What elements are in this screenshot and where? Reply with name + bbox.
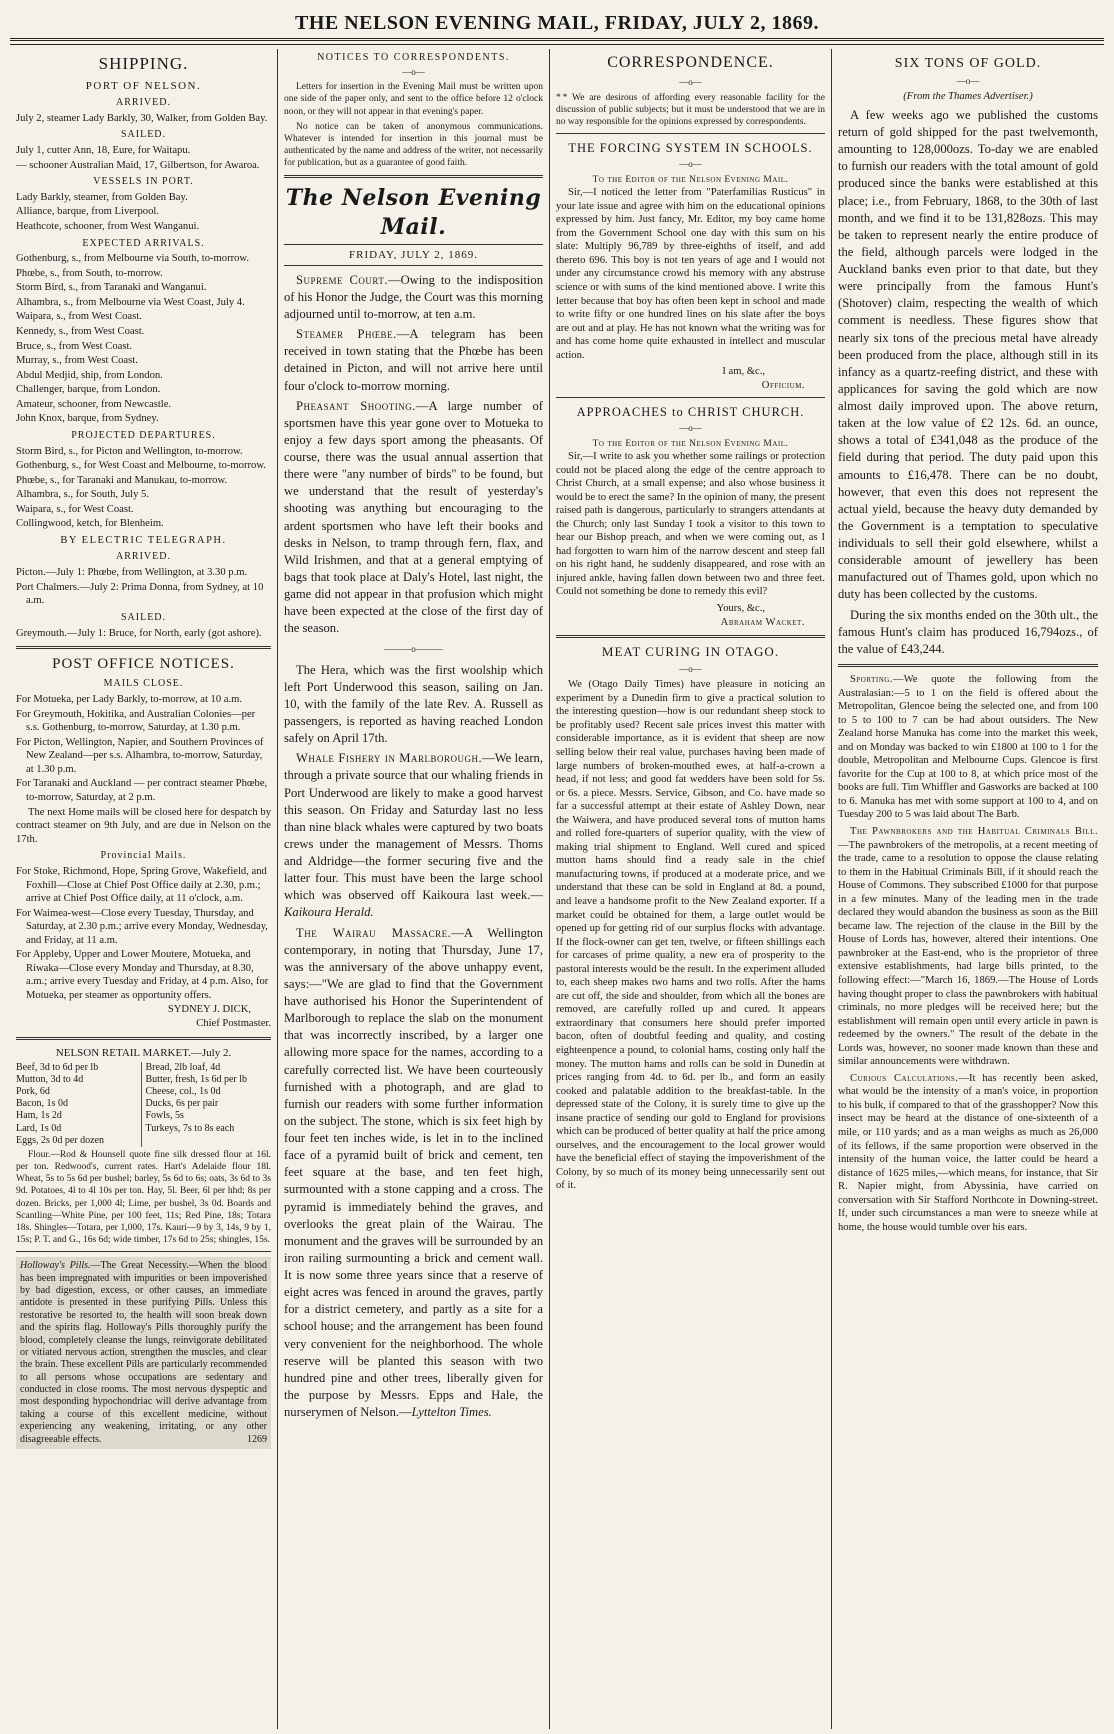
market-table [16,1062,271,1147]
telegraph-item: Port Chalmers.—July 2: Prima Donna, from Sydney, at 10 a.m. [16,581,264,607]
divider [284,175,543,178]
market-details: Flour.—Rod & Hounsell quote fine silk dressed flour at 16l. per ton. Redwood's, current rates. Hart's Adelaide flour 18l. Wheat, 5s to 5s 6d per bushel; barley, 5s 6d to 6s; oats, 3s 6d to 3s 9d. Potatoes, 4l to 4l 10s per ton. Hay, 5l. Beer, 6l per hhd; 8s per dozen. Bricks, per 1,000 4l; Lime, per bushel, 3s 0d. Boards and Scantling—White Pine, per 100 feet, 11s; Red Pine, 18s; Totara 18s. Shingles—Totara, per 1,000, 17s. Kauri—9 by 3, 14s, 9 by 1, 15s; P. T. and G., 16s 6d; wide timber, 17s 6d to 25s; shingles, 15s. [16,1149,271,1245]
notices-p1: Letters for insertion in the Evening Mail must be written upon one side of the paper only, and sent to the office before 12 o'clock noon, or they will not appear in that evening's paper. [284,82,543,117]
masthead: THE NELSON EVENING MAIL, FRIDAY, JULY 2, 1869. [294,12,820,34]
editorial-date: FRIDAY, JULY 2, 1869. [284,244,543,266]
advert-number: 1269 [247,1433,267,1445]
gold-source: (From the Thames Advertiser.) [903,91,1033,103]
in-port-item: Alliance, barque, from Liverpool. [16,206,159,218]
departure-item: Waipara, s., for West Coast. [16,503,134,515]
divider [16,1037,271,1040]
expected-item: Challenger, barque, from London. [16,384,161,396]
market-cell: Fowls, 5s [145,1110,184,1122]
expected-item: Storm Bird, s., from Taranaki and Wanganui. [16,282,207,294]
correspondence-heading: CORRESPONDENCE. [607,54,774,71]
masthead-rule [10,38,1104,45]
telegraph-arrived-label: ARRIVED. [116,551,171,563]
expected-item: Phœbe, s., from South, to-morrow. [16,267,163,279]
item-source: Kaikoura Herald. [284,905,374,920]
market-cell: Cheese, col., 1s 0d [145,1085,221,1097]
telegraph-heading: BY ELECTRIC TELEGRAPH. [60,534,227,546]
provincial-item: For Appleby, Upper and Lower Moutere, Motueka, and Riwaka—Close every Monday and Thursday, at 8.30, a.m.; arrive every Tuesday and Friday, at 4 p.m. Also, for Motueka, per steamer as opportunity offers. [16,949,269,1001]
arrived-item: July 2, steamer Lady Barkly, 30, Walker, from Golden Bay. [16,112,268,124]
holloway-advert [16,1257,271,1449]
ornament: —o— [956,75,980,86]
ornament: ———o——— [384,644,443,655]
columns [10,49,1104,1729]
pawnbrokers-item [838,825,1098,1069]
market-cell: Mutton, 3d to 4d [16,1074,142,1086]
to-editor: To the Editor of the Nelson Evening Mail. [592,438,789,449]
divider [16,646,271,649]
curious-item [838,1072,1098,1235]
in-port-label: VESSELS IN PORT. [93,176,194,188]
forcing-title: THE FORCING SYSTEM IN SCHOOLS. [568,141,813,156]
item-title: The Pawnbrokers and the Habitual Criminals Bill. [850,825,1098,837]
expected-item: Waipara, s., from West Coast. [16,311,142,323]
letter-signature: Abraham Wacket. [720,616,805,628]
item-title: Steamer Phœbe. [296,327,397,342]
market-cell: Eggs, 2s 0d per dozen [16,1135,142,1147]
divider [556,133,825,134]
item-title: Curious Calculations. [850,1072,959,1084]
letter-signature: Officium. [761,379,805,391]
post-office-heading: POST OFFICE NOTICES. [52,656,235,673]
sailed-item: — schooner Australian Maid, 17, Gilbertson, for Awaroa. [16,159,260,171]
column-shipping [10,49,278,1729]
wairau-item [284,925,543,1422]
approaches-letter: Sir,—I write to ask you whether some railings or protection could not be placed along the edge of the centre approach to Christ Church, at a small expense; and also whose business it would be to erect the same? In the opinion of many, the present raised path is dangerous, particularly to strangers attendants at the Church; only last Sunday I took a visitor to this town to hear our Bishop preach, and when we were coming out, as I had forgotten to warn him of the narrow descent and steep fall on his right hand, he suddenly disappeared, and rose with an injured ankle, having fallen down between two and three feet. Could not something be done to remedy this evil? [556,451,825,598]
gold-heading: SIX TONS OF GOLD. [894,56,1042,71]
telegraph-sailed-label: SAILED. [120,611,167,623]
supreme-court-item [284,272,543,323]
market-cell: Beef, 3d to 6d per lb [16,1062,142,1074]
expected-item: Amateur, schooner, from Newcastle. [16,398,172,410]
divider [838,664,1098,667]
item-title: Whale Fishery in Marlborough. [296,751,483,766]
signer: SYDNEY J. DICK, [167,1004,251,1016]
provincial-item: For Stoke, Richmond, Hope, Spring Grove, Wakefield, and Foxhill—Close at Chief Post Office daily at 2.30, p.m.; arrive at Chief Post Office daily, at 11 o'clock, a.m. [16,865,267,905]
market-cell: Turkeys, 7s to 8s each [145,1122,235,1134]
sporting-item [838,673,1098,822]
market-cell: Lard, 1s 0d [16,1123,142,1135]
sailed-item: July 1, cutter Ann, 18, Eure, for Waitapu. [16,144,191,156]
divider [556,397,825,398]
item-title: Pheasant Shooting. [296,398,416,413]
market-cell: Butter, fresh, 1s 6d per lb [145,1073,248,1085]
sailed-label: SAILED. [120,129,167,141]
market-cell: Bacon, 1s 0d [16,1098,142,1110]
divider [16,1251,271,1252]
meat-title: MEAT CURING IN OTAGO. [601,644,780,660]
expected-item: Bruce, s., from West Coast. [16,340,133,352]
letter-close: I am, &c., [722,366,765,378]
market-cell: Ham, 1s 2d [16,1110,142,1122]
mail-item: For Taranaki and Auckland — per contract steamer Phœbe, to-morrow, Saturday, at 2 p.m. [16,778,268,803]
notices-heading: NOTICES TO CORRESPONDENTS. [317,52,510,63]
expected-item: Kennedy, s., from West Coast. [16,326,145,338]
provincial-item: For Waimea-west—Close every Tuesday, Thursday, and Saturday, at 2.30 p.m.; arrive every Monday, Wednesday, and Friday, at 11 a.m. [16,907,268,946]
item-text: —A Wellington contemporary, in noting that Thursday, June 17, was the anniversary of the above unhappy event, says:—"We are glad to find that the Government have authorised his Honor the Superintendent of Marlborough to replace the slab on the monument that was incorrectly inscribed, by a larger one allowing more space for the names, according to a carefully corrected list. We have been courteously furnished with a photograph, and are glad to furnish our readers with some further information on the subject. The stone, which is six feet high by four feet ten inches wide, is let in to the inclined face of a pyramid built of brick and cement, ten feet square at the base, and ten feet high, surmounted with a stone capping and a cross. The pyramid is immediately behind the graves, and overlooks the great plain of the Wairau. The monument and the graves will be surrounded by an iron railing surmounting a brick and cement wall. It is now some three years since that a reserve of eight acres was fenced in around the graves, partly for a district cemetery, and partly as a site for a school house; and the arrangement has been found very convenient for the neighborhood. The whole reserve will be planted this season with two hundred pine and other trees, liberally given for the purpose by Messrs. Epps and Hale, the nurserymen of Nelson.— [284,925,543,1420]
departure-item: Alhambra, s., for South, July 5. [16,489,150,501]
expected-item: John Knox, barque, from Sydney. [16,413,159,425]
departures-label: PROJECTED DEPARTURES. [71,429,216,441]
next-home-mail: The next Home mails will be closed here for despatch by contract steamer on 9th July, and are due in Nelson on the 17th. [16,806,271,845]
arrived-label: ARRIVED. [116,96,171,108]
mail-item: For Picton, Wellington, Napier, and Southern Provinces of New Zealand—per s.s. Alhambra, to-morrow, Saturday, at 1.30 p.m. [16,736,264,775]
expected-item: Murray, s., from West Coast. [16,355,138,367]
telegraph-item: Greymouth.—July 1: Bruce, for North, early (got ashore). [16,627,262,639]
in-port-item: Lady Barkly, steamer, from Golden Bay. [16,191,188,203]
to-editor: To the Editor of the Nelson Evening Mail. [592,174,789,185]
item-text: —Owing to the indisposition of his Honor the Judge, the Court was this morning adjourned until to-morrow, at ten a.m. [284,272,543,322]
item-text: —A large number of sportsmen have this year gone over to Motueka to enjoy a few days sport among the pheasants. Of course, there was the usual annual assertion that there were "any number of birds" to be found, but we understand that the result of yesterday's shooting was anything but encouraging to the ardent sportsmen who have left their books and desks in Nelson, to tramp through fern, flax, and Wild Irishmen, and that at a general emptying of bags that took place at Daly's Hotel, last night, the game did not appear in that profusion which might have been expected at the close of the first day of the season. [284,398,544,636]
gold-p1: A few weeks ago we published the customs return of gold shipped for the past twelvemonth, amounting to 128,000ozs. To-day we are enabled to furnish our readers with the total amount of gold produced since the banks were established at this place; i.e., from February, 1868, to the 30th of last month, and we find it to be 131,828ozs. This may be taken to represent nearly the entire produce of the field, although parcels were lodged in the Auckland banks even prior to that date, but they were principally from the famous Hunt's (Shotover) claim, respecting the wealth of which comment is needless. These figures show that nearly six tons of the precious metal have already been produced from the place, although still in its infancy as a quartz-reefing district, and these with applicances for saving the gold which are now almost daily improved upon. The above return, taken at the low value of £2 12s. 6d. an ounce, shows a total of £341,048 as the produce of the field during that period. The duty paid upon this amounts to £16,478. There can be no doubt, however, that even this does not represent the actual yield, because the heavy duty demanded by the Government is a temptation to speculative individuals to sell their gold elsewhere, whilst a considerable amount of jewellery has been manufactured out of Thames gold, upon which no duty has been collected by the customs. [838,107,1098,602]
correspondence-disclaimer: * * We are desirous of affording every reasonable facility for the discussion of public subjects; but it must be understood that we are in no way responsible for the opinions expressed by correspondents. [556,92,825,128]
ornament: —o— [402,66,425,77]
item-title: Supreme Court. [296,272,388,287]
divider [556,635,825,638]
approaches-title: APPROACHES to CHRIST CHURCH. [576,405,805,420]
whale-item [284,750,543,921]
provincial-label: Provincial Mails. [100,850,187,862]
holloway-text: —The Great Necessity.—When the blood has been impregnated with impurities or been impoverished by bad digestion, excess, or other causes, an immediate antidote is presented in these purifying Pills. Unless this restorative be resorted to, the health will soon break down and the spirits flag. Holloway's Pills thoroughly purify the blood, completely cleanse the lungs, reinvigorate debilitated or vitiated nervous action, strengthen the muscles, and clear the brain. These excellent Pills are particularly recommended to all persons whose occupations are sedentary and conducted in close rooms. The most nervous dyspeptic and most desponding hypochondriac will derive advantage from taking a course of this excellent medicine, without experiencing any weakening, irritating, or any other disagreeable effects. [20,1260,267,1445]
item-title: The Wairau Massacre. [296,925,452,940]
column-gold [832,49,1104,1729]
paper-nameplate: The Nelson Evening Mail. [285,185,542,240]
item-text: —The pawnbrokers of the metropolis, at a recent meeting of the trade, came to a resolution to oppose the clause relating to them in the Habitual Criminals Bill, if it should reach the House of Commons. They subscribed £1000 for that purpose in a few minutes. Many of the leading men in the trade declared they would abandon the business as soon as the Bill became law. The rejection of the clause in the Bill by the House of Lords has, however, altered their intentions. One pawnbroker at the East-end, who is the proprietor of three extensive establishments, had large bills printed, to the following effect:—"March 16, 1869.—The House of Lords having thought proper to class the pawnbrokers with habitual criminals, no more pledges will be received here; but the establishment will remain open until every article in pawn is redeemed by the owners." The result of the debate in the Lords was, however, no sooner made known than these and similar announcements were withdrawn. [838,839,1098,1068]
port-heading: PORT OF NELSON. [85,79,202,92]
column-editorial [278,49,550,1729]
market-heading: NELSON RETAIL MARKET.—July 2. [55,1046,232,1059]
notices-p2: No notice can be taken of anonymous communications. Whatever is intended for insertion in this journal must be authenticated by the name and address of the writer, not necessarily for publication, but as a guarantee of good faith. [284,121,543,169]
ornament: —o— [679,77,702,88]
mail-item: For Motueka, per Lady Barkly, to-morrow, at 10 a.m. [16,694,243,706]
item-text: —It has recently been asked, what would be the intensity of a man's voice, in proportion to his bulk, if compared to that of the grasshopper? Now this insect may be heard at the distance of one-sixteenth of a mile, or 110 yards; and as a man weighs as much as 26,000 of its fellows, if the same proportion were observed in the intensity of the human voice, the latter could be heard a distance of 1625 miles,—which means, for instance, that Sir R. Napier might, from Abyssinia, have carried on conversation with Sir Stafford Northcote in Downing-street. If, under such circumstances a man were to sneeze while at home, the house would tumble over his ears. [838,1072,1098,1233]
market-cell [146,1135,272,1147]
market-cell: Bread, 2lb loaf, 4d [145,1061,221,1073]
ornament: —o— [679,159,702,170]
gold-p2: During the six months ended on the 30th ult., the famous Hunt's claim has produced 16,794ozs., of the value of £43,244. [838,607,1098,656]
expected-item: Alhambra, s., from Melbourne via West Coast, July 4. [16,296,245,308]
item-title: Sporting. [850,673,893,685]
pheasant-item [284,398,543,638]
ornament: —o— [679,423,702,434]
item-text: —A telegram has been received in town stating that the Phœbe has been detained in Picton, and will not arrive here until four o'clock to-morrow morning. [284,327,543,393]
market-cell: Pork, 6d [16,1086,142,1098]
departure-item: Gothenburg, s., for West Coast and Melbourne, to-morrow. [16,460,266,472]
mail-item: For Greymouth, Hokitika, and Australian Colonies—per s.s. Gothenburg, to-morrow, Saturday, at 1.30 p.m. [16,708,256,734]
steamer-phoebe-item [284,326,543,395]
column-correspondence [550,49,832,1729]
letter-close: Yours, &c., [716,603,765,615]
item-text: —We quote the following from the Australasian:—5 to 1 on the field is offered about the Metropolitan, Glencoe being the selected one, and from 100 to 5 to 100 to 7 can be had about outsiders. The New Zealand horse Manuka has come into the market this week, and on Monday was backed to win £1800 at 100 to 1 for the double, Metropolitan and Melbourne Cups. Glencoe is first favorite for the Cup at 100 to 8, at which price most of the books are full. Tim Whiffler and Gasworks are backed at 100 to 6. Manuka has met with some support at 100 to 4, and on Tuesday 200 to 5 was laid about The Barb. [838,673,1098,821]
hera-item: The Hera, which was the first woolship which left Port Underwood this season, sailing on Jan. 10, with the family of the late Rev. A. Russell as passengers, is reported as having reached London safely on April 17th. [284,662,543,746]
item-text: —We learn, through a private source that our whaling friends in Port Underwood are likely to make a good harvest this season. On Friday and Saturday last no less than nine black whales were captured by two boats crews under the management of Messrs. Thoms and Aldridge—the former securing five and the latter four. This must have been the large school which was observed off Kaikoura last week.— [284,751,544,903]
shipping-heading: SHIPPING. [98,54,189,73]
mails-close-label: MAILS CLOSE. [103,678,184,690]
departure-item: Collingwood, ketch, for Blenheim. [16,518,164,530]
holloway-title: Holloway's Pills. [20,1260,91,1272]
meat-article: We (Otago Daily Times) have pleasure in noticing an experiment by a Dunedin firm to give a practical solution to the interesting question—how is our redundant sheep stock to be profitably used? Recent sale prices invest this matter with considerable importance, as it is evident that sheep are now selling below their real value, purchases having been made of large numbers of broken-mouthed ewes, at half-a-crown a head, if not less; and good fat wedders have been sold for 5s. or 6s. a piece. Messrs. Service, Gibson, and Co. have made so far a successful attempt at their estate of Ashley Down, near the Waiwera, and have produced several tons of mutton hams and rolled fore-quarters of superior quality, with the view of making trial shipment to England. Well cured and spiced mutton hams should find a ready sale in the chief manufacturing towns, if produced at a moderate price, and we understand that these can be sold in England at 8d. a pound, and leave a handsome profit to the New Zealand exporter. If a market could be obtained for them, a large outlet would be opened up for getting rid of our surplus flocks with advantage. If the flock-owner can get ten, twelve, or fifteen shillings each for carcases of prime quality, a new era of prosperity to the pastoral interests would be the result. In the experiment alluded to, each sheep makes two hams and two rolls. After the hams are cut off, the side and shoulder, from which all the bones are removed, are carefully rolled up and cured. It appears extraordinary that consumers here should prefer imported bacon, often of doubtful feeding and quality, and costing eighteenpence a pound, to colonial hams, costing only half the money. The mutton hams and rolls can be sold in Dunedin at prices ranging from 4d. to 6d. per lb., and form an easily cooked and palatable addition to the breakfast-table. In the depressed state of the Colony, it is surely time to give up the insane practice of sending our gold to England for provisions which can be produced of better quality at half the price among ourselves, and the encouragement to the local grower would have the beneficial effect of staying the impoverishment of the Colony, by so much of its money being unnecessarily sent out of it. [556,679,825,1192]
expected-label: EXPECTED ARRIVALS. [82,237,205,249]
in-port-item: Heathcote, schooner, from West Wanganui. [16,220,200,232]
expected-item: Abdul Medjid, ship, from London. [16,369,163,381]
signer-title: Chief Postmaster. [196,1017,271,1029]
expected-item: Gothenburg, s., from Melbourne via South, to-morrow. [16,253,250,265]
departure-item: Phœbe, s., for Taranaki and Manukau, to-morrow. [16,474,228,486]
item-source: Lyttelton Times. [411,1405,492,1420]
market-cell: Ducks, 6s per pair [145,1098,219,1110]
departure-item: Storm Bird, s., for Picton and Wellington, to-morrow. [16,445,243,457]
telegraph-item: Picton.—July 1: Phœbe, from Wellington, at 3.30 p.m. [16,567,248,579]
forcing-letter: Sir,—I noticed the letter from "Paterfamilias Rusticus" in your late issue and agree with him on the educational opinions expressed by him. Just fancy, Mr. Editor, my boy came home from the Government School one day with this sum on his slate: Multiply 96,789 by three-eighths of itself, and add thereto 696. This boy is not ten years of age and I would not under any circumstance crowd his memory with any abstruse science or with sums of the kind mentioned above. I write this letter because that boy has often been kept in school and made to write fifty or one hundred lines on his slate after the boys are out and at play. He has not known what the writing was for and has come home quite exhausted in intellect and muscular action. [556,187,825,361]
ornament: —o— [679,663,702,674]
